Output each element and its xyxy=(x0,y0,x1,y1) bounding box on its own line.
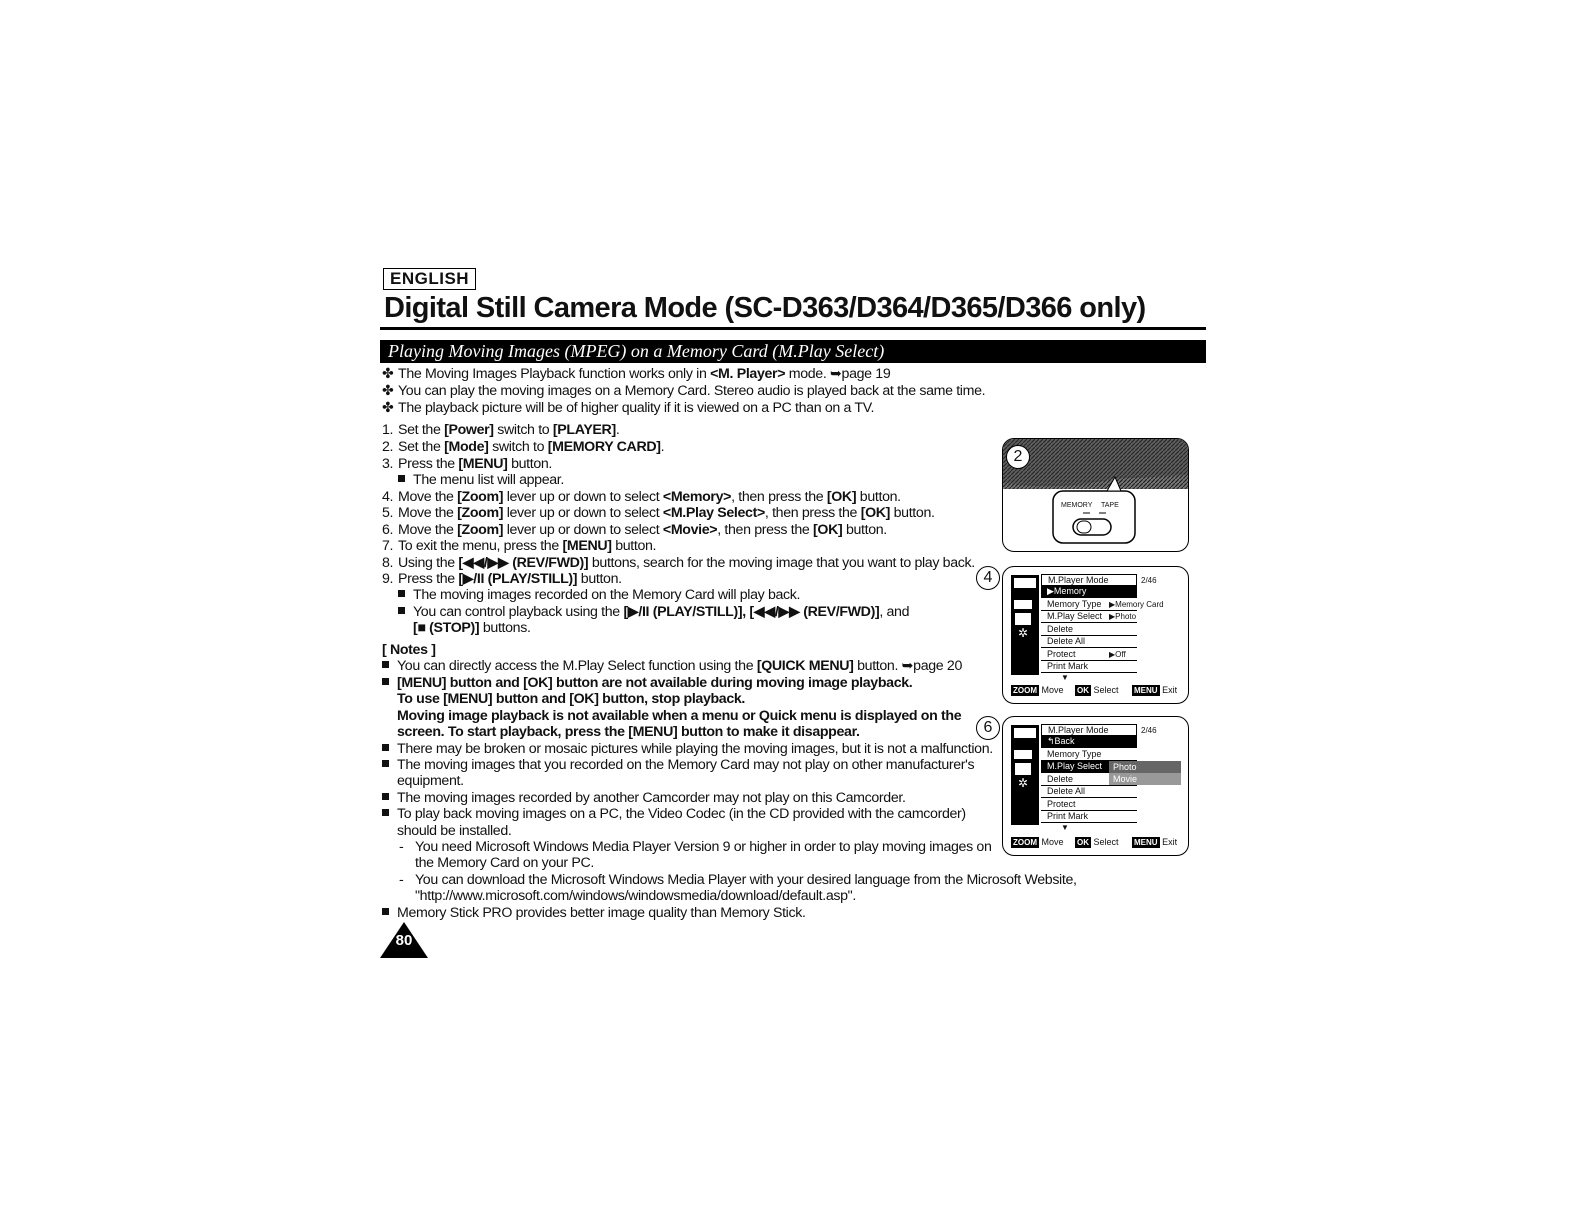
note-dash-cont: the Memory Card on your PC. xyxy=(415,855,594,871)
player-icon xyxy=(1015,613,1031,625)
switch-label-memory: MEMORY xyxy=(1061,502,1093,509)
footer-move: ZOOM Move xyxy=(1013,685,1064,695)
menu-button-icon: MENU xyxy=(1134,838,1158,847)
page-number: 80 xyxy=(395,932,413,949)
value-memory-card: ▶Memory Card xyxy=(1109,600,1164,609)
menu-button-icon: MENU xyxy=(1134,686,1158,695)
footer-exit: MENU Exit xyxy=(1134,685,1178,695)
option-movie[interactable]: Movie xyxy=(1109,773,1181,785)
title-rule xyxy=(380,327,1206,330)
note-dash-cont: "http://www.microsoft.com/windows/windowsmedia/download/default.asp". xyxy=(415,888,856,904)
camera-switch-illustration xyxy=(1003,439,1188,551)
step-2: 2. Set the [Mode] switch to [MEMORY CARD]. xyxy=(382,439,665,455)
note-item-cont: should be installed. xyxy=(397,823,512,839)
menu-item-memory-type[interactable]: Memory Type xyxy=(1041,749,1137,761)
player-icon xyxy=(1015,763,1031,775)
figure-number-4: 4 xyxy=(976,566,1000,590)
zoom-button-icon: ZOOM xyxy=(1013,838,1037,847)
note-item: To play back moving images on a PC, the Video Codec (in the CD provided with the camcorder) xyxy=(382,806,966,823)
page-title: Digital Still Camera Mode (SC-D363/D364/D365/D366 only) xyxy=(384,292,1146,324)
note-item-cont: equipment. xyxy=(397,773,464,789)
note-dash: - You need Microsoft Windows Media Player Version 9 or higher in order to play moving images on xyxy=(399,839,992,855)
menu-item-print-mark[interactable]: Print Mark xyxy=(1041,811,1137,823)
scroll-down-icon: ▼ xyxy=(1061,673,1069,682)
footer-exit: MENU Exit xyxy=(1134,837,1178,847)
intro-bullet: ✤ You can play the moving images on a Memory Card. Stereo audio is played back at the same time. xyxy=(382,383,986,399)
menu-item-mplay-select[interactable]: M.Play Select xyxy=(1041,611,1137,623)
intro-bullet: ✤ The Moving Images Playback function works only in <M. Player> mode. ➥page 19 xyxy=(382,366,891,382)
memory-card-icon xyxy=(1014,750,1032,759)
step-1: 1. Set the [Power] switch to [PLAYER]. xyxy=(382,422,620,438)
step-3: 3. Press the [MENU] button. xyxy=(382,456,553,472)
menu-item-delete-all[interactable]: Delete All xyxy=(1041,636,1137,648)
note-item-cont: To use [MENU] button and [OK] button, stop playback. xyxy=(397,691,746,707)
menu-icon-column xyxy=(1011,725,1039,825)
figure-number-2: 2 xyxy=(1006,445,1030,469)
note-item-cont: screen. To start playback, press the [MENU] button to make it disappear. xyxy=(397,724,860,740)
value-photo: ▶Photo xyxy=(1109,612,1137,621)
step-9-sub: The moving images recorded on the Memory Card will play back. xyxy=(398,587,800,604)
step-4: 4. Move the [Zoom] lever up or down to select <Memory>, then press the [OK] button. xyxy=(382,489,901,505)
menu-item-delete[interactable]: Delete xyxy=(1041,624,1137,636)
menu-item-delete[interactable]: Delete xyxy=(1041,774,1137,786)
zoom-button-icon: ZOOM xyxy=(1013,686,1037,695)
ok-button-icon: OK xyxy=(1077,686,1089,695)
menu-item-back[interactable]: ↰Back xyxy=(1041,736,1137,748)
option-photo[interactable]: Photo xyxy=(1109,761,1181,773)
menu-title: M.Player Mode xyxy=(1041,724,1137,736)
menu-title: M.Player Mode xyxy=(1041,574,1137,586)
figure-2-camera-switch xyxy=(1002,438,1189,552)
footer-select: OK Select xyxy=(1077,837,1119,847)
note-item: You can directly access the M.Play Select function using the [QUICK MENU] button. ➥page 20 xyxy=(382,658,962,675)
camera-icon xyxy=(1013,577,1037,589)
ok-button-icon: OK xyxy=(1077,838,1089,847)
note-item: Memory Stick PRO provides better image quality than Memory Stick. xyxy=(382,905,806,922)
settings-icon: ✲ xyxy=(1017,626,1029,640)
note-dash: - You can download the Microsoft Windows Media Player with your desired language from the Microsoft Website, xyxy=(399,872,1077,888)
footer-move: ZOOM Move xyxy=(1013,837,1064,847)
step-9-sub-cont: [■ (STOP)] buttons. xyxy=(413,620,531,636)
switch-label-tape: TAPE xyxy=(1101,502,1119,509)
note-item: [MENU] button and [OK] button are not available during moving image playback. xyxy=(382,675,912,692)
menu-item-protect[interactable]: Protect xyxy=(1041,649,1137,661)
note-item: There may be broken or mosaic pictures while playing the moving images, but it is not a malfunction. xyxy=(382,741,993,758)
menu-item-protect[interactable]: Protect xyxy=(1041,799,1137,811)
menu-icon-column xyxy=(1011,575,1039,675)
image-counter: 2/46 xyxy=(1141,576,1157,585)
settings-icon: ✲ xyxy=(1017,776,1029,790)
image-counter: 2/46 xyxy=(1141,726,1157,735)
figure-6-menu-screen xyxy=(1002,716,1189,856)
menu-item-memory-type[interactable]: Memory Type xyxy=(1041,599,1137,611)
menu-item-memory[interactable]: ▶Memory xyxy=(1041,586,1137,598)
note-item: The moving images that you recorded on the Memory Card may not play on other manufacturer's xyxy=(382,757,974,774)
notes-heading: [ Notes ] xyxy=(382,642,436,658)
menu-item-mplay-select[interactable]: M.Play Select xyxy=(1041,761,1137,773)
intro-bullet: ✤ The playback picture will be of higher quality if it is viewed on a PC than on a TV. xyxy=(382,400,875,416)
step-7: 7. To exit the menu, press the [MENU] button. xyxy=(382,538,657,554)
step-8: 8. Using the [◀◀/▶▶ (REV/FWD)] buttons, search for the moving image that you want to play back. xyxy=(382,555,975,571)
footer-select: OK Select xyxy=(1077,685,1119,695)
step-9: 9. Press the [▶/II (PLAY/STILL)] button. xyxy=(382,571,622,587)
section-banner: Playing Moving Images (MPEG) on a Memory Card (M.Play Select) xyxy=(380,340,1206,363)
step-6: 6. Move the [Zoom] lever up or down to select <Movie>, then press the [OK] button. xyxy=(382,522,887,538)
value-off: ▶Off xyxy=(1109,650,1126,659)
scroll-down-icon: ▼ xyxy=(1061,823,1069,832)
step-3-sub: The menu list will appear. xyxy=(398,472,564,489)
figure-number-6: 6 xyxy=(976,716,1000,740)
camera-icon xyxy=(1013,727,1037,739)
step-5: 5. Move the [Zoom] lever up or down to select <M.Play Select>, then press the [OK] button. xyxy=(382,505,935,521)
note-item: The moving images recorded by another Camcorder may not play on this Camcorder. xyxy=(382,790,906,807)
note-item-cont: Moving image playback is not available when a menu or Quick menu is displayed on the xyxy=(397,708,962,724)
figure-4-menu-screen xyxy=(1002,566,1189,704)
menu-item-print-mark[interactable]: Print Mark xyxy=(1041,661,1137,673)
step-9-sub: You can control playback using the [▶/II (PLAY/STILL)], [◀◀/▶▶ (REV/FWD)], and xyxy=(398,604,909,621)
language-label: ENGLISH xyxy=(383,268,476,290)
memory-card-icon xyxy=(1014,600,1032,609)
menu-item-delete-all[interactable]: Delete All xyxy=(1041,786,1137,798)
